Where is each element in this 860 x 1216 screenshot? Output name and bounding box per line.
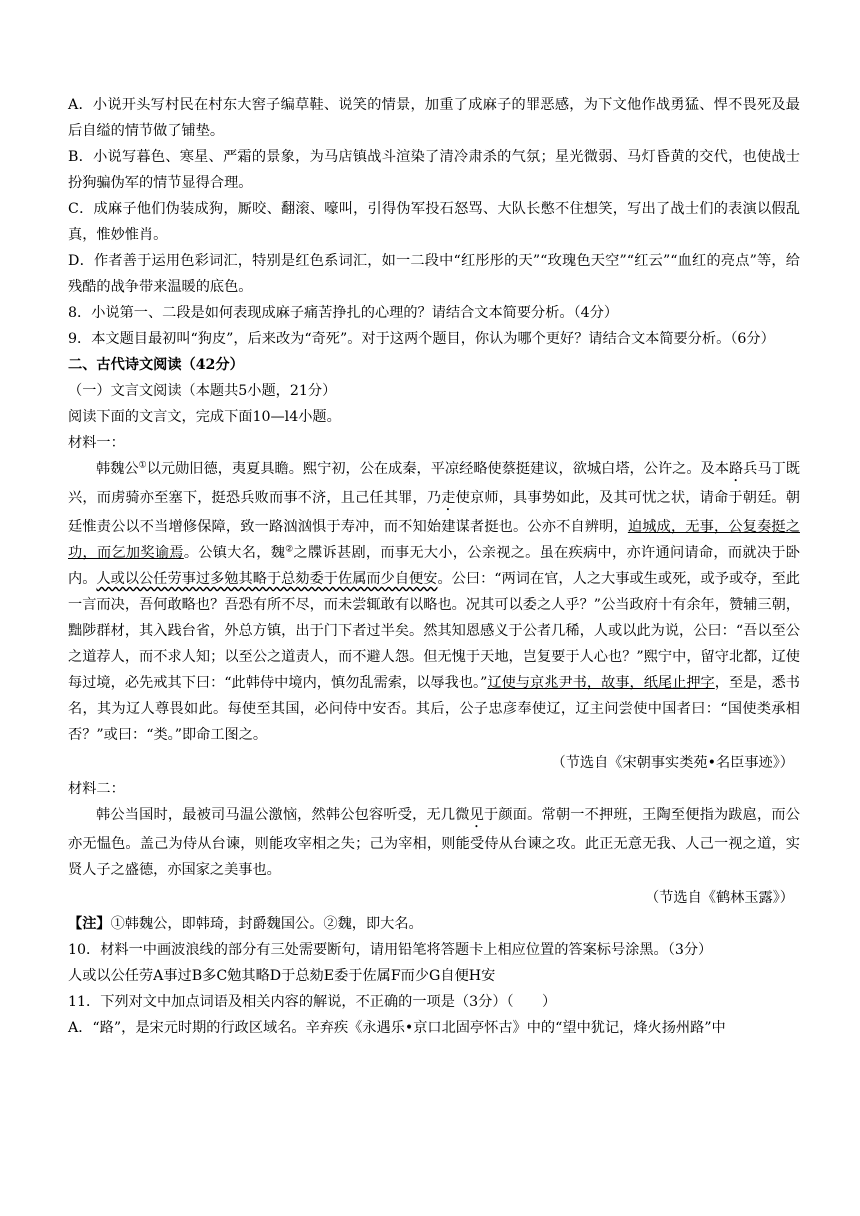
question-11: 11．下列对文中加点词语及相关内容的解说，不正确的一项是（3分）（ ） (68, 994, 557, 1010)
annotation-note (68, 911, 800, 937)
m1-seg: 。公镇大名，魏 (183, 545, 286, 561)
note-text: ①韩魏公，即韩琦，封爵魏国公。②魏，即大名。 (110, 916, 423, 932)
source-1: （节选自《宋朝事实类苑•名臣事迹》） (551, 755, 794, 771)
underlined-sentence-1: 迫城成，无事，公复奏挺之功，而乞加奖谕焉 (68, 519, 800, 561)
reading-instruction: 阅读下面的文言文，完成下面10—l4小题。 (68, 409, 341, 425)
material-1-label: 材料一： (68, 435, 125, 451)
subsection-1-title: （一）文言文阅读（本题共5小题，21分） (68, 383, 337, 399)
section-2-title: 二、古代诗文阅读（42分） (68, 357, 244, 373)
m1-seg: 韩魏公 (96, 461, 139, 477)
dotted-word-lu: 路 (728, 461, 744, 477)
m1-seg: 之牒诉甚剧，而事无大小，公亲视之。虽在疾病中，亦许通问请命，而就决于卧内。 (68, 545, 800, 587)
m1-seg: ，至是，悉书名，其为辽人尊畏如此。每使至其国，必问侍中安否。其后，公子忠彦奉使辽，辽主问尝使中国者曰：“国使类承相否？”或曰：“类。”即命工图之。 (68, 675, 800, 743)
m2-seg: 于颜面。常朝一不押班，王陶至便指为跋扈，而公亦无愠色。盖己为侍从台谏，则能攻宰相之失；己为宰相，则能受侍从台谏之攻。此正无意无我、人己一视之道，实贤人子之盛德，亦国家之美事也。 (68, 807, 800, 878)
question-9: 9．本文题目最初叫“狗皮”，后来改为“奇死”。对于这两个题目，你认为哪个更好？请结合文本简要分析。（6分） (68, 331, 775, 347)
q7-option-b: B．小说写暮色、寒星、严霜的景象，为马店镇战斗渲染了清冷肃杀的气氛；星光微弱、马灯昏黄的交代，也使战士扮狗骗伪军的情节显得合理。 (68, 149, 800, 191)
m1-seg: 兵马丁既兴，而虏骑亦至塞下，挺恐兵败而事不济，且己任其罪，乃 (68, 461, 800, 506)
question-10-options: 人或以公任劳A事过B多C勉其略D于总劾E委于佐属F而少G自便H安 (68, 968, 496, 984)
m1-seg: 。公曰：“两词在官，人之大事或生或死，或予或夺，至此一言而决，吾何敢略也？吾恐有所不尽，而未尝辄敢有以略也。况其可以委之人乎？”公当政府十有余年，赞辅三朝，黜陟群材，其入践台省，外总方镇，出于门下者过半矣。然其知恩感义于公者几稀，人或以此为说，公曰：“吾以至公之道荐人，而不求人知；以至公之道责人，而不避人怨。但无愧于天地，岂复要于人心也？”熙宁中，留守北都，辽使每过境，必先戒其下曰：“此韩侍中境内，慎勿乱需索，以辱我也。” (68, 571, 800, 691)
question-8: 8．小说第一、二段是如何表现成麻子痛苦挣扎的心理的？请结合文本简要分析。（4分） (68, 305, 619, 321)
question-11-option-a: A．“路”，是宋元时期的行政区域名。辛弃疾《永遇乐•京口北固亭怀古》中的“望中犹记，烽火扬州路”中 (68, 1020, 726, 1036)
dotted-word-jian: 见 (469, 807, 485, 823)
m1-seg: 以元勋旧德，夷夏具瞻。熙宁初，公在成秦，平凉经略使蔡挺建议，欲城白塔，公许之。及本 (146, 461, 729, 477)
dotted-word-zou: 走 (441, 490, 456, 506)
note-label: 【注】 (68, 916, 111, 932)
material-1-text (68, 456, 800, 748)
m2-seg: 韩公当国时，最被司马温公激恼，然韩公包容听受，无几微 (96, 807, 470, 823)
footnote-marker-1: ① (138, 460, 147, 471)
m1-seg: 使京师，具事势如此，及其可忧之状，请命于朝廷。朝廷惟责公以不当增修保障，致一路汹汹惧于寿冲，而不知始建谋者挺也。公亦不自辨明， (68, 490, 800, 535)
q7-option-a: A．小说开头写村民在村东大窖子编草鞋、说笑的情景，加重了成麻子的罪恶感，为下文他作战勇猛、悍不畏死及最后自缢的情节做了铺垫。 (68, 97, 800, 139)
wavy-underlined-sentence: 人或以公任劳事过多勉其略于总劾委于佐属而少自便安 (96, 571, 438, 587)
source-2: （节选自《鹤林玉露》） (645, 890, 794, 906)
material-2-text (68, 802, 800, 883)
footnote-marker-2: ② (285, 544, 294, 555)
question-10: 10．材料一中画波浪线的部分有三处需要断句，请用铅笔将答题卡上相应位置的答案标号涂黑。（3分） (68, 942, 713, 958)
q7-option-d: D．作者善于运用色彩词汇，特别是红色系词汇，如一二段中“红彤彤的天”“玫瑰色天空”“红云”“血红的亮点”等，给残酷的战争带来温暖的底色。 (68, 253, 800, 295)
q7-option-c: C．成麻子他们伪装成狗，厮咬、翻滚、嚎叫，引得伪军投石怒骂、大队长憋不住想笑，写出了战士们的表演以假乱真，惟妙惟肖。 (68, 201, 800, 243)
material-2-label: 材料二： (68, 781, 125, 797)
underlined-sentence-2: 辽使与京兆尹书，故事，纸尾止押字 (487, 675, 715, 691)
